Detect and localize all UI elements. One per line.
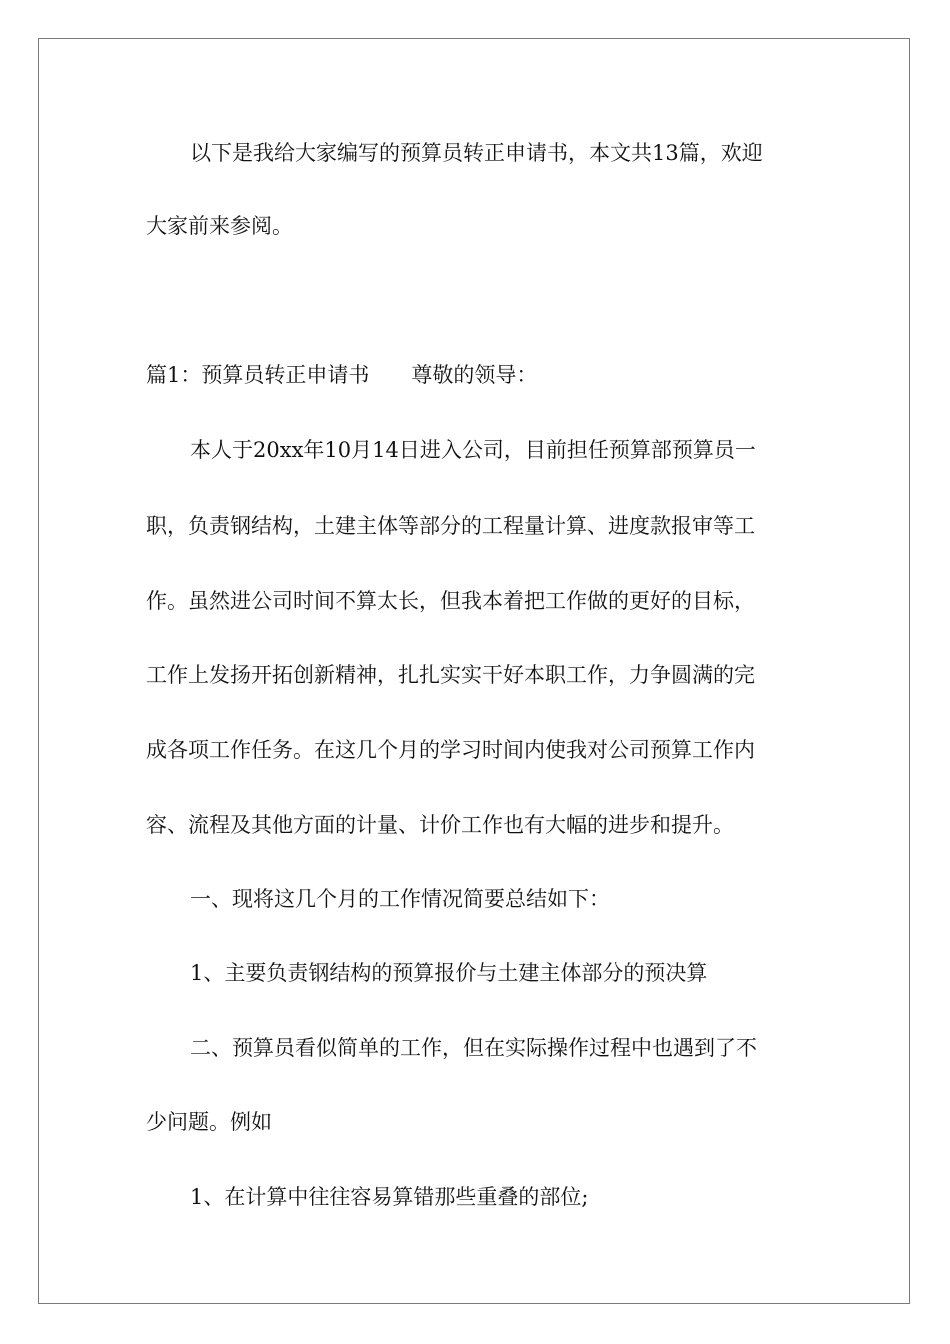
paragraph1-line-5: 成各项工作任务。在这几个月的学习时间内使我对公司预算工作内: [146, 738, 755, 762]
section-heading-line: [146, 361, 537, 389]
intro-line-1: 以下是我给大家编写的预算员转正申请书，本文共13篇，欢迎: [190, 141, 763, 165]
paragraph1-line-1: 本人于20xx年10月14日进入公司，目前担任预算部预算员一: [190, 438, 756, 462]
paragraph1-line-6: 容、流程及其他方面的计量、计价工作也有大幅的进步和提升。: [146, 813, 734, 837]
paragraph2-line-2: 少问题。例如: [146, 1110, 272, 1134]
list-item-2: 1、在计算中往往容易算错那些重叠的部位;: [190, 1185, 589, 1209]
paragraph1-line-3: 作。虽然进公司时间不算太长，但我本着把工作做的更好的目标，: [146, 589, 755, 613]
salutation: 尊敬的领导：: [411, 363, 538, 387]
paragraph2-line-1: 二、预算员看似简单的工作，但在实际操作过程中也遇到了不: [190, 1036, 757, 1060]
paragraph1-line-4: 工作上发扬开拓创新精神，扎扎实实干好本职工作，力争圆满的完: [146, 663, 755, 687]
section-heading: 篇1：预算员转正申请书: [146, 363, 370, 387]
summary-heading: 一、现将这几个月的工作情况简要总结如下：: [190, 887, 610, 911]
paragraph1-line-2: 职，负责钢结构，土建主体等部分的工程量计算、进度款报审等工: [146, 514, 755, 538]
list-item-1: 1、主要负责钢结构的预算报价与土建主体部分的预决算: [190, 961, 708, 985]
intro-line-2: 大家前来参阅。: [146, 214, 293, 238]
